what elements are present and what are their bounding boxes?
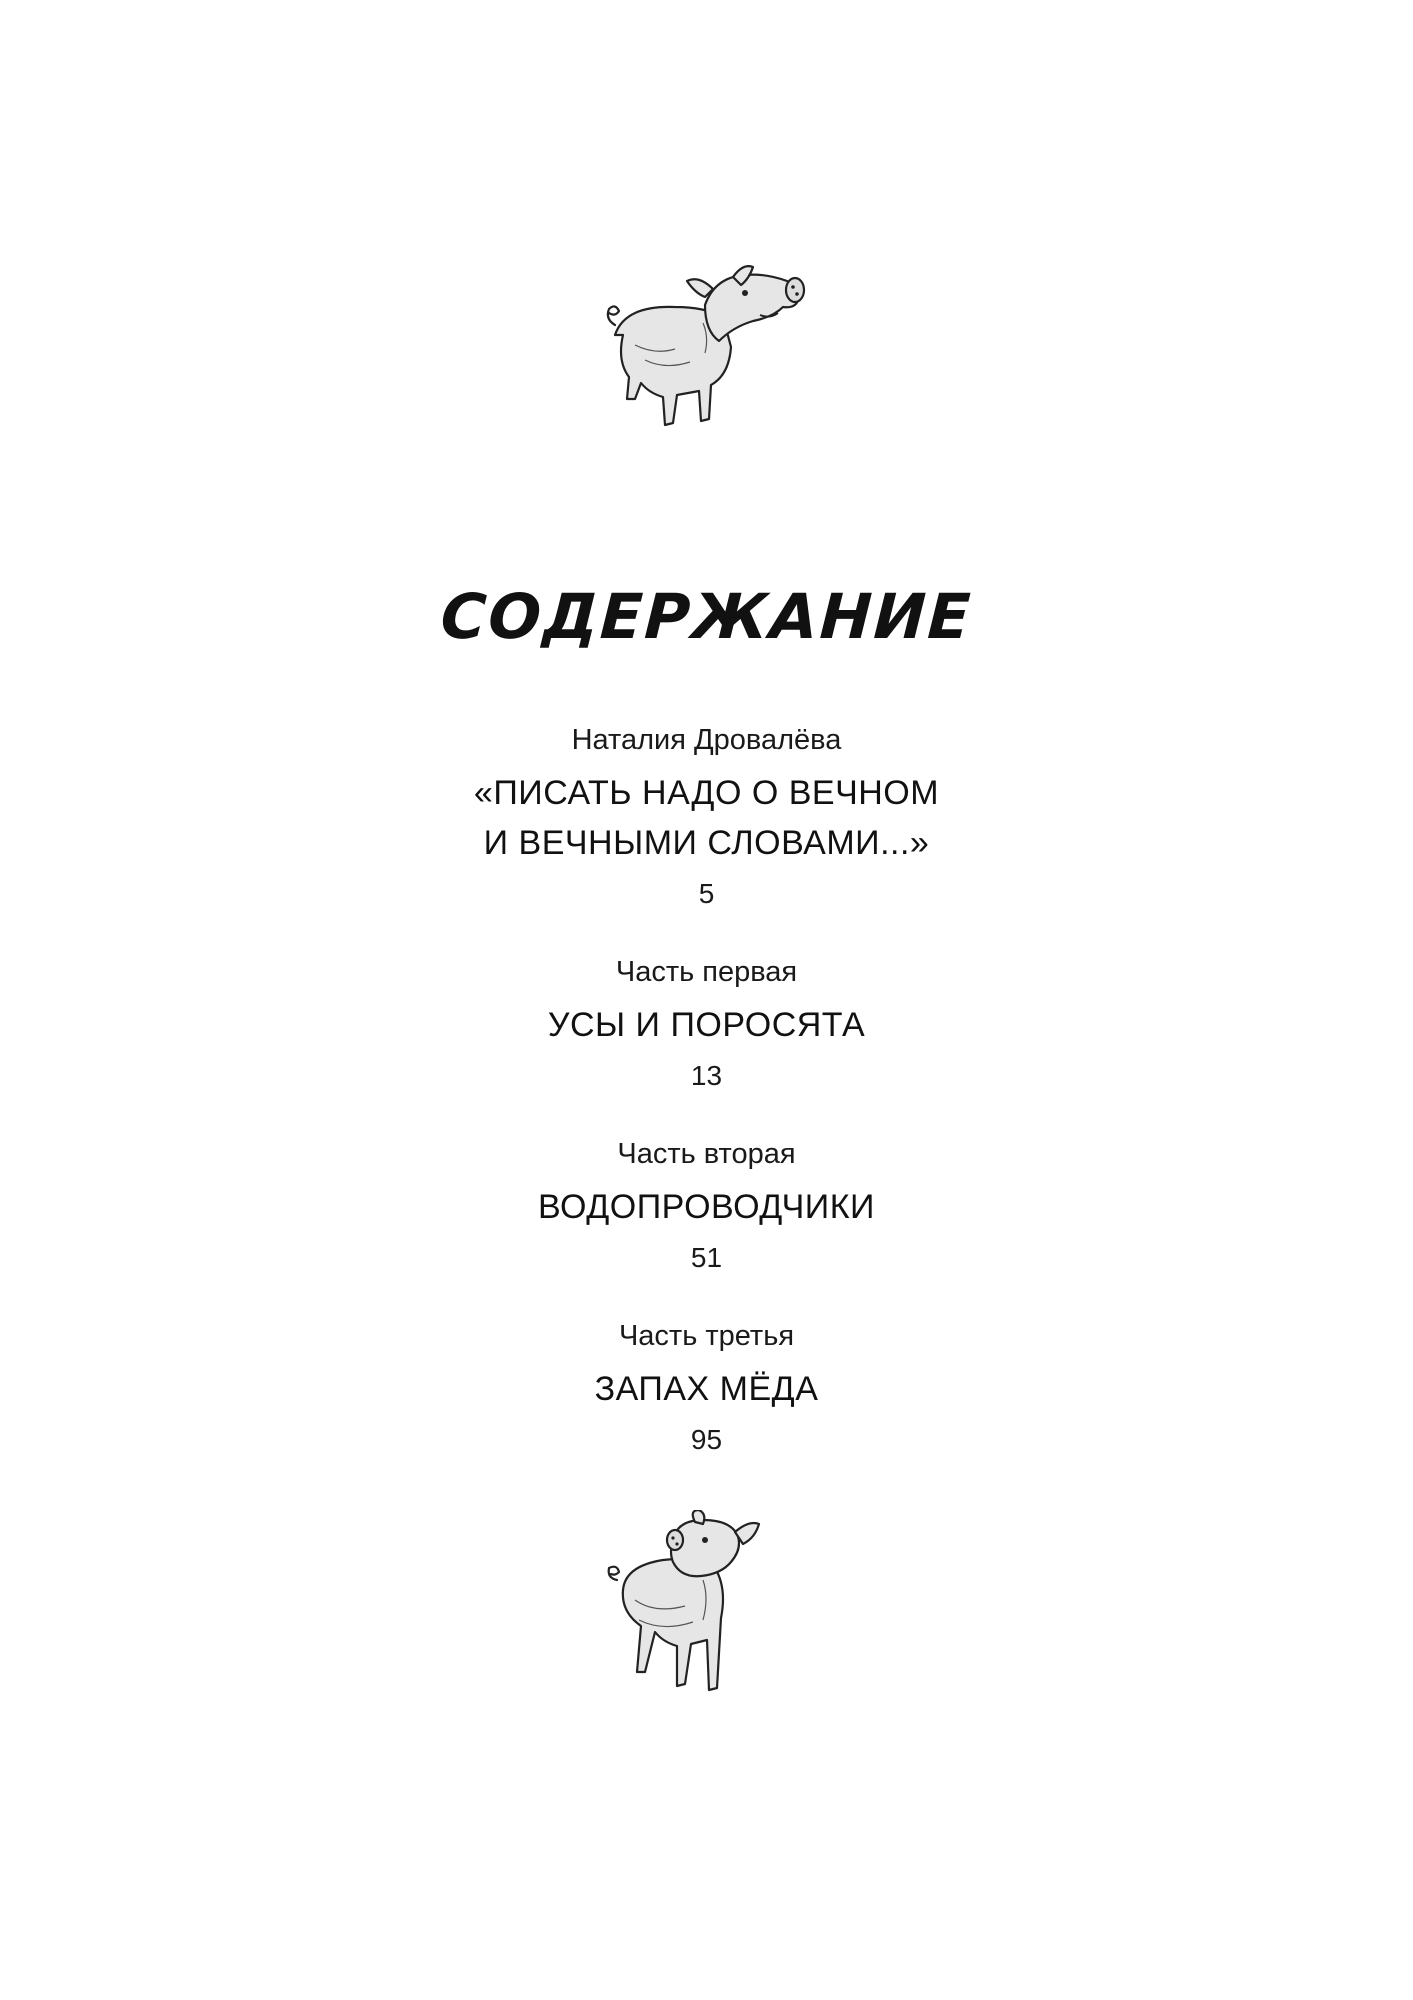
- entry-label: Наталия Дровалёва: [571, 724, 842, 756]
- entry-title-line: И ВЕЧНЫМИ СЛОВАМИ...»: [483, 824, 930, 862]
- entry-label: Часть вторая: [617, 1138, 796, 1170]
- entry-title: [0, 1182, 1413, 1232]
- entry-page-number: 13: [690, 1060, 723, 1091]
- entry-title: [0, 768, 1413, 868]
- pig-illustration-bottom: [595, 1510, 780, 1710]
- toc-entry-foreword[interactable]: [0, 720, 1413, 914]
- entry-spacer: [0, 1096, 1413, 1134]
- entry-title-line: ВОДОПРОВОДЧИКИ: [538, 1188, 875, 1226]
- entry-label: Часть третья: [618, 1320, 795, 1352]
- entry-spacer: [0, 1278, 1413, 1316]
- entry-title-line: ЗАПАХ МЁДА: [594, 1370, 819, 1408]
- contents-heading: СОДЕРЖАНИЕ: [438, 580, 975, 653]
- entry-title: [0, 1000, 1413, 1050]
- entry-title-line: «ПИСАТЬ НАДО О ВЕЧНОМ: [473, 774, 940, 812]
- toc-entry-part-3[interactable]: [0, 1316, 1413, 1460]
- entry-title-line: УСЫ И ПОРОСЯТА: [547, 1006, 866, 1044]
- table-of-contents: [0, 720, 1413, 1460]
- toc-entry-part-1[interactable]: [0, 952, 1413, 1096]
- entry-page-number: 51: [690, 1242, 723, 1273]
- entry-spacer: [0, 914, 1413, 952]
- toc-entry-part-2[interactable]: [0, 1134, 1413, 1278]
- entry-label: Часть первая: [615, 956, 798, 988]
- pig-illustration-top: [585, 265, 810, 450]
- entry-title: [0, 1364, 1413, 1414]
- entry-page-number: 95: [690, 1424, 723, 1455]
- entry-page-number: 5: [698, 878, 715, 909]
